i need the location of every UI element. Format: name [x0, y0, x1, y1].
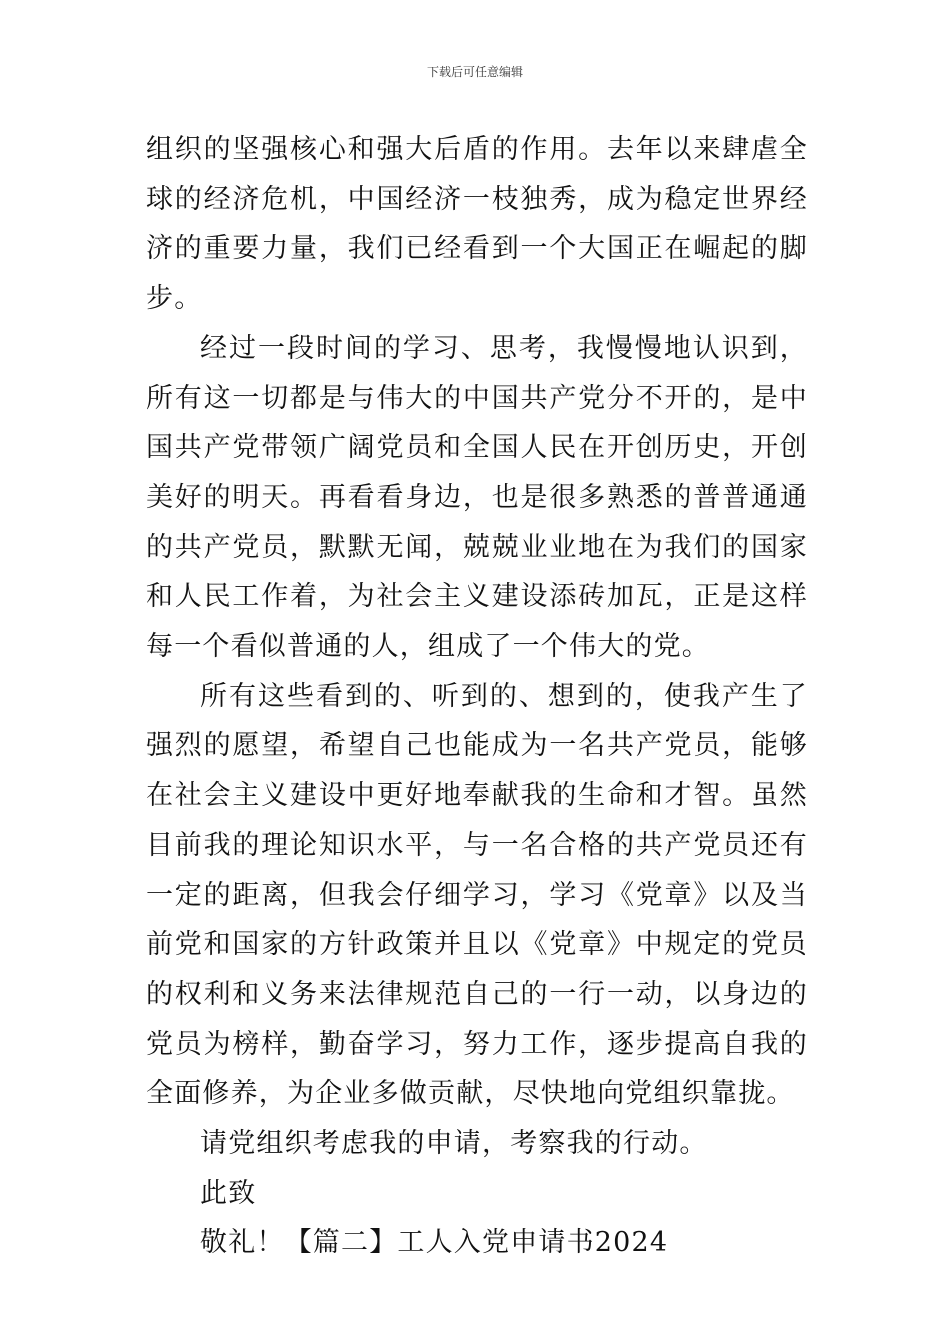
- paragraph-realization: 经过一段时间的学习、思考，我慢慢地认识到，所有这一切都是与伟大的中国共产党分不开的，是中国共产党带领广阔党员和全国人民在开创历史，开创美好的明天。再看看身边，也是很多熟悉的普普通通的共产党员，默默无闻，兢兢业业地在为我们的国家和人民工作着，为社会主义建设添砖加瓦，正是这样每一个看似普通的人，组成了一个伟大的党。: [146, 332, 808, 663]
- paragraph-salutation: 此致: [200, 1177, 257, 1209]
- paragraph-closing: 敬礼！【篇二】工人入党申请书2024: [200, 1227, 669, 1259]
- document-body: [146, 125, 808, 1268]
- page-header-note: 下载后可任意编辑: [426, 65, 523, 79]
- paragraph-continuation: 组织的坚强核心和强大后盾的作用。去年以来肆虐全球的经济危机，中国经济一枝独秀，成为稳定世界经济的重要力量，我们已经看到一个大国正在崛起的脚步。: [146, 134, 808, 315]
- paragraph-aspiration: 所有这些看到的、听到的、想到的，使我产生了强烈的愿望，希望自己也能成为一名共产党员，能够在社会主义建设中更好地奉献我的生命和才智。虽然目前我的理论知识水平，与一名合格的共产党员还有一定的距离，但我会仔细学习，学习《党章》以及当前党和国家的方针政策并且以《党章》中规定的党员的权利和义务来法律规范自己的一行一动，以身边的党员为榜样，勤奋学习，努力工作，逐步提高自我的全面修养，为企业多做贡献，尽快地向党组织靠拢。: [146, 680, 808, 1110]
- paragraph-request: 请党组织考虑我的申请，考察我的行动。: [200, 1128, 708, 1160]
